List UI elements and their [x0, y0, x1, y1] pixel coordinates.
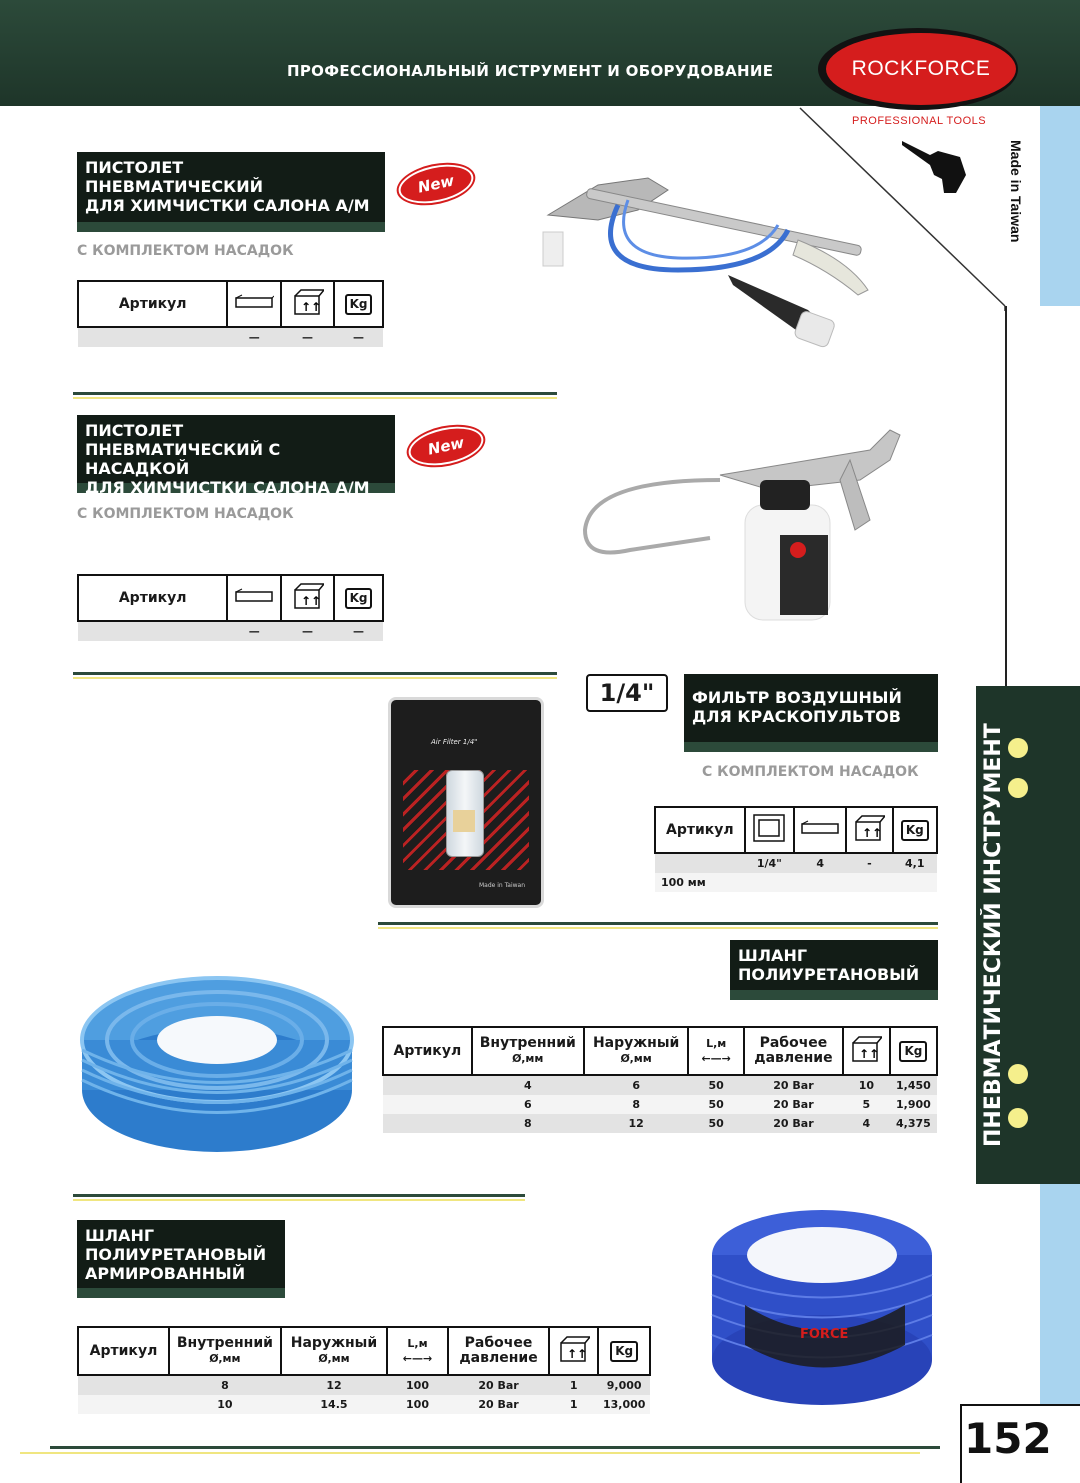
outer-diameter-header: Наружный Ø,мм [281, 1327, 387, 1375]
box-quantity-icon [549, 1327, 598, 1375]
product-1-title [77, 152, 385, 232]
section-divider-accent [73, 397, 557, 399]
side-dot [1008, 738, 1028, 758]
article-header: Артикул [78, 1327, 169, 1375]
product-2-subtitle: С КОМПЛЕКТОМ НАСАДОК [77, 506, 294, 522]
footer-divider [50, 1446, 940, 1449]
product-1-subtitle: С КОМПЛЕКТОМ НАСАДОК [77, 243, 294, 259]
svg-text:↑↑: ↑↑ [300, 594, 321, 608]
weight-kg-icon: Kg [893, 807, 937, 853]
air-blow-gun-icon [900, 135, 970, 197]
product-4-title-line: ШЛАНГ [738, 946, 808, 965]
product-3-spec-table [654, 806, 938, 892]
article-header: Артикул [655, 807, 745, 853]
header-title: ПРОФЕССИОНАЛЬНЫЙ ИСТРУМЕНТ И ОБОРУДОВАНИЕ [287, 62, 774, 80]
table-cell [655, 853, 745, 873]
table-cell: — [227, 327, 281, 347]
article-header: Артикул [78, 281, 227, 327]
table-row: 6 8 50 20 Bar 5 1,900 [383, 1095, 937, 1114]
product-4-image [75, 940, 365, 1170]
product-1-title-line: ПИСТОЛЕТ [85, 158, 184, 177]
product-5-title [77, 1220, 285, 1298]
product-2-title-line: ДЛЯ ХИМЧИСТКИ САЛОНА А/М [85, 478, 370, 497]
product-5-title-line: ШЛАНГ [85, 1226, 155, 1245]
section-divider [73, 392, 557, 395]
box-quantity-icon [846, 807, 892, 853]
svg-text:FORCE: FORCE [800, 1327, 849, 1342]
table-cell: 100 мм [655, 873, 937, 892]
product-2-image [570, 420, 930, 630]
article-header: Артикул [78, 575, 227, 621]
page-number: 152 [964, 1414, 1052, 1463]
category-label: ПНЕВМАТИЧЕСКИЙ ИНСТРУМЕНТ [981, 723, 1006, 1147]
weight-kg-icon: Kg [334, 575, 383, 621]
pressure-header: Рабочее давление [744, 1027, 843, 1075]
product-4-title-line: ПОЛИУРЕТАНОВЫЙ [738, 965, 920, 984]
thread-size-icon [745, 807, 794, 853]
svg-text:↑↑: ↑↑ [300, 300, 321, 314]
product-3-image: Air Filter 1/4" Made in Taiwan [388, 697, 544, 908]
outer-diameter-header: Наружный Ø,мм [584, 1027, 689, 1075]
box-quantity-icon [843, 1027, 890, 1075]
weight-kg-icon: Kg [598, 1327, 650, 1375]
product-4-title [730, 940, 938, 1000]
table-row: 10 14.5 100 20 Bar 1 13,000 [78, 1395, 650, 1414]
side-divider-line [1005, 306, 1007, 686]
new-badge: New [395, 158, 477, 209]
section-divider-accent [378, 927, 938, 929]
brand-logo-text: ROCKFORCE [851, 57, 991, 80]
side-accent-strip-bottom [1040, 1184, 1080, 1404]
table-row: 8 12 100 20 Bar 1 9,000 [78, 1375, 650, 1395]
section-divider [378, 922, 938, 925]
svg-text:↑↑: ↑↑ [862, 826, 883, 840]
product-3-title-line: ФИЛЬТР ВОЗДУШНЫЙ [692, 688, 902, 707]
product-5-title-line: ПОЛИУРЕТАНОВЫЙ [85, 1245, 267, 1264]
table-cell [78, 327, 227, 347]
table-cell: - [846, 853, 892, 873]
table-cell: 4,1 [893, 853, 937, 873]
product-4-spec-table [382, 1026, 938, 1133]
table-cell: — [227, 621, 281, 641]
table-cell [78, 621, 227, 641]
table-cell: — [334, 327, 383, 347]
product-3-subtitle: С КОМПЛЕКТОМ НАСАДОК [702, 764, 919, 780]
package-size-icon [227, 281, 281, 327]
product-2-title-line: ПИСТОЛЕТ [85, 421, 184, 440]
length-header: L,м ←—→ [387, 1327, 448, 1375]
table-cell: — [281, 621, 334, 641]
table-cell: 1/4" [745, 853, 794, 873]
side-dot [1008, 1108, 1028, 1128]
table-row [655, 853, 937, 873]
svg-text:↑↑: ↑↑ [566, 1347, 587, 1361]
product-5-title-line: АРМИРОВАННЫЙ [85, 1264, 246, 1283]
section-divider-accent [73, 677, 557, 679]
product-1-title-line: ДЛЯ ХИМЧИСТКИ САЛОНА А/М [85, 196, 370, 215]
section-divider [73, 1194, 525, 1197]
length-header: L,м ←—→ [688, 1027, 743, 1075]
section-divider [73, 672, 557, 675]
table-row: 8 12 50 20 Bar 4 4,375 [383, 1114, 937, 1133]
package-size-icon [227, 575, 281, 621]
new-badge: New [405, 420, 487, 471]
svg-text:↑↑: ↑↑ [859, 1047, 880, 1061]
brand-logo-subtitle: PROFESSIONAL TOOLS [852, 115, 987, 127]
product-2-title [77, 415, 395, 497]
table-row [78, 327, 383, 347]
product-3-title-line: ДЛЯ КРАСКОПУЛЬТОВ [692, 707, 901, 726]
table-cell: — [281, 327, 334, 347]
product-2-title-line: ПНЕВМАТИЧЕСКИЙ С НАСАДКОЙ [85, 440, 281, 478]
size-badge: 1/4" [586, 674, 668, 712]
inner-diameter-header: Внутренний Ø,мм [169, 1327, 281, 1375]
product-1-spec-table [77, 280, 384, 347]
table-cell: 4 [794, 853, 846, 873]
table-row: 4 6 50 20 Bar 10 1,450 [383, 1075, 937, 1095]
inner-diameter-header: Внутренний Ø,мм [472, 1027, 584, 1075]
product-5-image [705, 1205, 940, 1410]
made-in-label: Made in Taiwan [1008, 140, 1024, 243]
product-1-image [528, 160, 878, 355]
side-accent-strip [1040, 106, 1080, 306]
pressure-header: Рабочее давление [448, 1327, 549, 1375]
weight-kg-icon: Kg [890, 1027, 937, 1075]
table-cell: — [334, 621, 383, 641]
package-size-icon [794, 807, 846, 853]
side-dot [1008, 1064, 1028, 1084]
footer-divider-accent [20, 1452, 920, 1454]
product-3-title [684, 674, 938, 752]
box-quantity-icon [281, 281, 334, 327]
product-2-spec-table [77, 574, 384, 641]
weight-kg-icon: Kg [334, 281, 383, 327]
table-row [655, 873, 937, 892]
product-1-title-line: ПНЕВМАТИЧЕСКИЙ [85, 177, 263, 196]
product-5-spec-table [77, 1326, 651, 1414]
article-header: Артикул [383, 1027, 472, 1075]
side-dot [1008, 778, 1028, 798]
box-quantity-icon [281, 575, 334, 621]
section-divider-accent [73, 1199, 525, 1201]
table-row [78, 621, 383, 641]
